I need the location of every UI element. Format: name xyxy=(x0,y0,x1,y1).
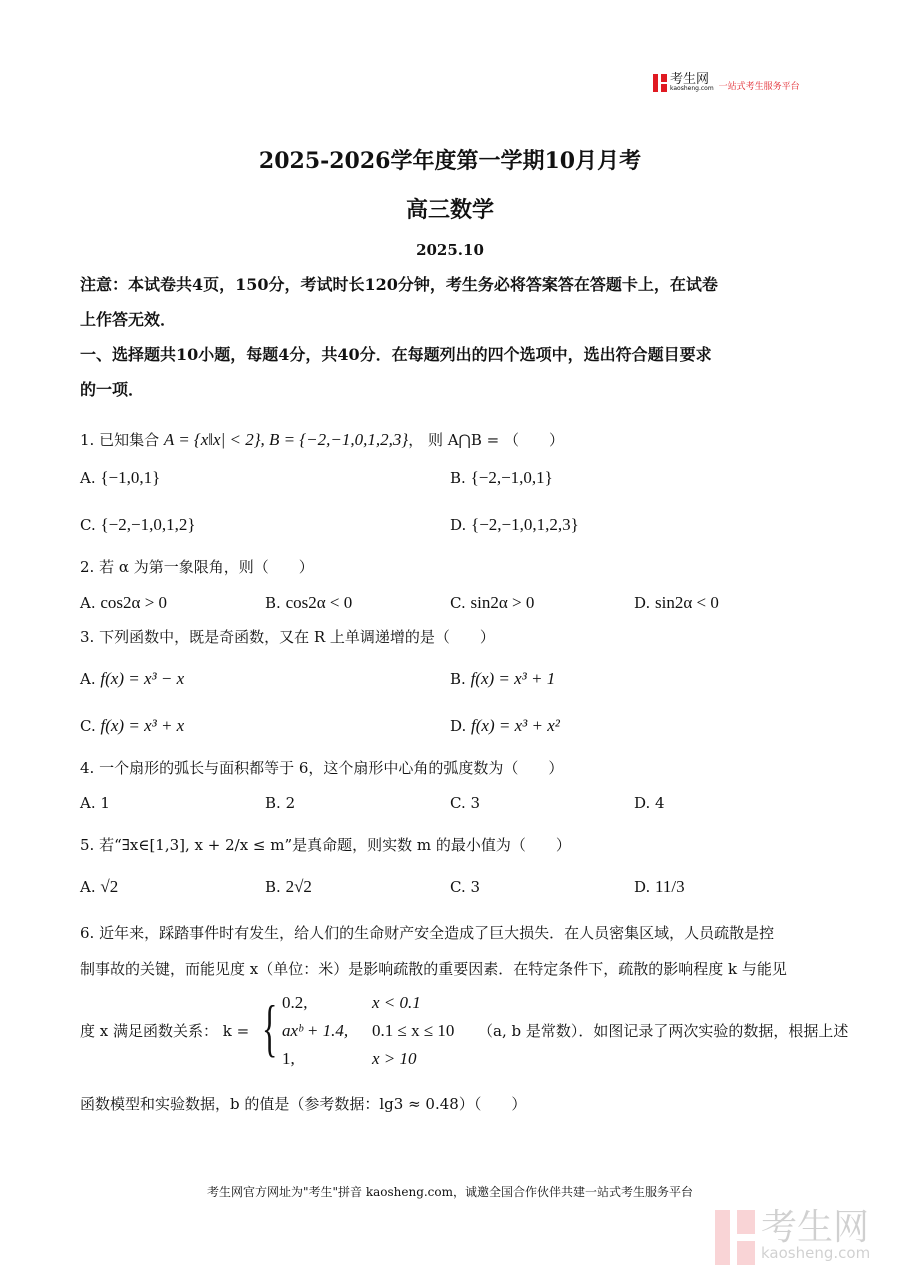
q2-option-d: D. sin2α < 0 xyxy=(634,593,719,612)
q6-line-2: 制事故的关键，而能见度 x（单位：米）是影响疏散的重要因素．在特定条件下，疏散的影响程度 k 与能见 xyxy=(80,960,787,978)
q5-option-a: A. √2 xyxy=(80,877,119,896)
q1-stem: 1. 已知集合 A = {x‖x| < 2}, B = {−2,−1,0,1,2,3}， 则 A⋂B = （ ） xyxy=(80,430,564,449)
q4-option-b: B. 2 xyxy=(265,794,296,812)
slogan: 一站式考生服务平台 xyxy=(718,82,800,92)
exam-date: 2025.10 xyxy=(416,241,484,259)
q6-lead: 度 x 满足函数关系： k = xyxy=(80,1022,250,1040)
q3-option-d: D. f(x) = x³ + x² xyxy=(450,716,560,735)
watermark-name: 考生网 xyxy=(761,1207,870,1248)
q5-option-b: B. 2√2 xyxy=(265,877,312,896)
q2-option-a: A. cos2α > 0 xyxy=(80,593,168,612)
q5-option-c: C. 3 xyxy=(450,878,481,896)
case-3-cond: x > 10 xyxy=(372,1049,417,1068)
case-2-value: axᵇ + 1.4, xyxy=(282,1021,349,1040)
case-2-cond: 0.1 ≤ x ≤ 10 xyxy=(372,1021,455,1040)
q2-stem: 2. 若 α 为第一象限角，则（ ） xyxy=(80,558,314,576)
watermark-mark-icon xyxy=(715,1210,755,1265)
case-1-value: 0.2, xyxy=(282,993,308,1012)
case-1-cond: x < 0.1 xyxy=(372,993,421,1012)
q1-option-b: B. {−2,−1,0,1} xyxy=(450,468,553,487)
q6-line-1: 6. 近年来，踩踏事件时有发生，给人们的生命财产安全造成了巨大损失．在人员密集区域，人员疏散是控 xyxy=(80,924,775,942)
q4-option-a: A. 1 xyxy=(80,794,110,812)
kaosheng-logo xyxy=(653,73,800,92)
q3-option-b: B. f(x) = x³ + 1 xyxy=(450,669,556,688)
notice-line-1: 注意：本试卷共4页，150分，考试时长120分钟，考生务必将答案答在答题卡上，在试卷 xyxy=(80,275,718,294)
q6-after: （a, b 是常数）．如图记录了两次实验的数据，根据上述 xyxy=(478,1022,849,1040)
q6-last: 函数模型和实验数据，b 的值是（参考数据：lg3 ≈ 0.48）（ ） xyxy=(80,1095,527,1113)
section-line-1: 一、选择题共10小题，每题4分，共40分．在每题列出的四个选项中，选出符合题目要求 xyxy=(80,345,712,364)
q5-option-d: D. 11/3 xyxy=(634,877,685,896)
logo-domain: kaosheng.com xyxy=(670,85,714,92)
q1-option-d: D. {−2,−1,0,1,2,3} xyxy=(450,515,579,534)
case-3-value: 1, xyxy=(282,1049,295,1068)
watermark-domain: kaosheng.com xyxy=(761,1244,871,1262)
q3-option-a: A. f(x) = x³ − x xyxy=(80,669,185,688)
q4-option-d: D. 4 xyxy=(634,794,665,812)
logo-mark-icon xyxy=(653,74,667,92)
q5-stem: 5. 若“∃x∈[1,3], x + 2/x ≤ m”是真命题，则实数 m 的最小值为（ ） xyxy=(80,836,571,854)
q4-stem: 4. 一个扇形的弧长与面积都等于 6，这个扇形中心角的弧度数为（ ） xyxy=(80,759,564,777)
exam-title: 2025-2026学年度第一学期10月月考 xyxy=(258,148,642,174)
piecewise-brace: { xyxy=(262,992,278,1063)
q1-option-c: C. {−2,−1,0,1,2} xyxy=(80,515,196,534)
logo-name: 考生网 xyxy=(670,72,710,87)
q4-option-c: C. 3 xyxy=(450,794,481,812)
section-line-2: 的一项． xyxy=(80,380,145,399)
q2-option-c: C. sin2α > 0 xyxy=(450,593,535,612)
q2-option-b: B. cos2α < 0 xyxy=(265,593,353,612)
q1-option-a: A. {−1,0,1} xyxy=(80,468,161,487)
footer-text: 考生网官方网址为"考生"拼音 kaosheng.com，诚邀全国合作伙伴共建一站式考生服务平台 xyxy=(206,1185,694,1199)
q3-stem: 3. 下列函数中，既是奇函数，又在 R 上单调递增的是（ ） xyxy=(80,628,495,646)
watermark-logo xyxy=(715,1207,871,1265)
notice-line-2: 上作答无效． xyxy=(80,310,177,329)
q3-option-c: C. f(x) = x³ + x xyxy=(80,716,185,735)
subject-title: 高三数学 xyxy=(405,197,494,223)
